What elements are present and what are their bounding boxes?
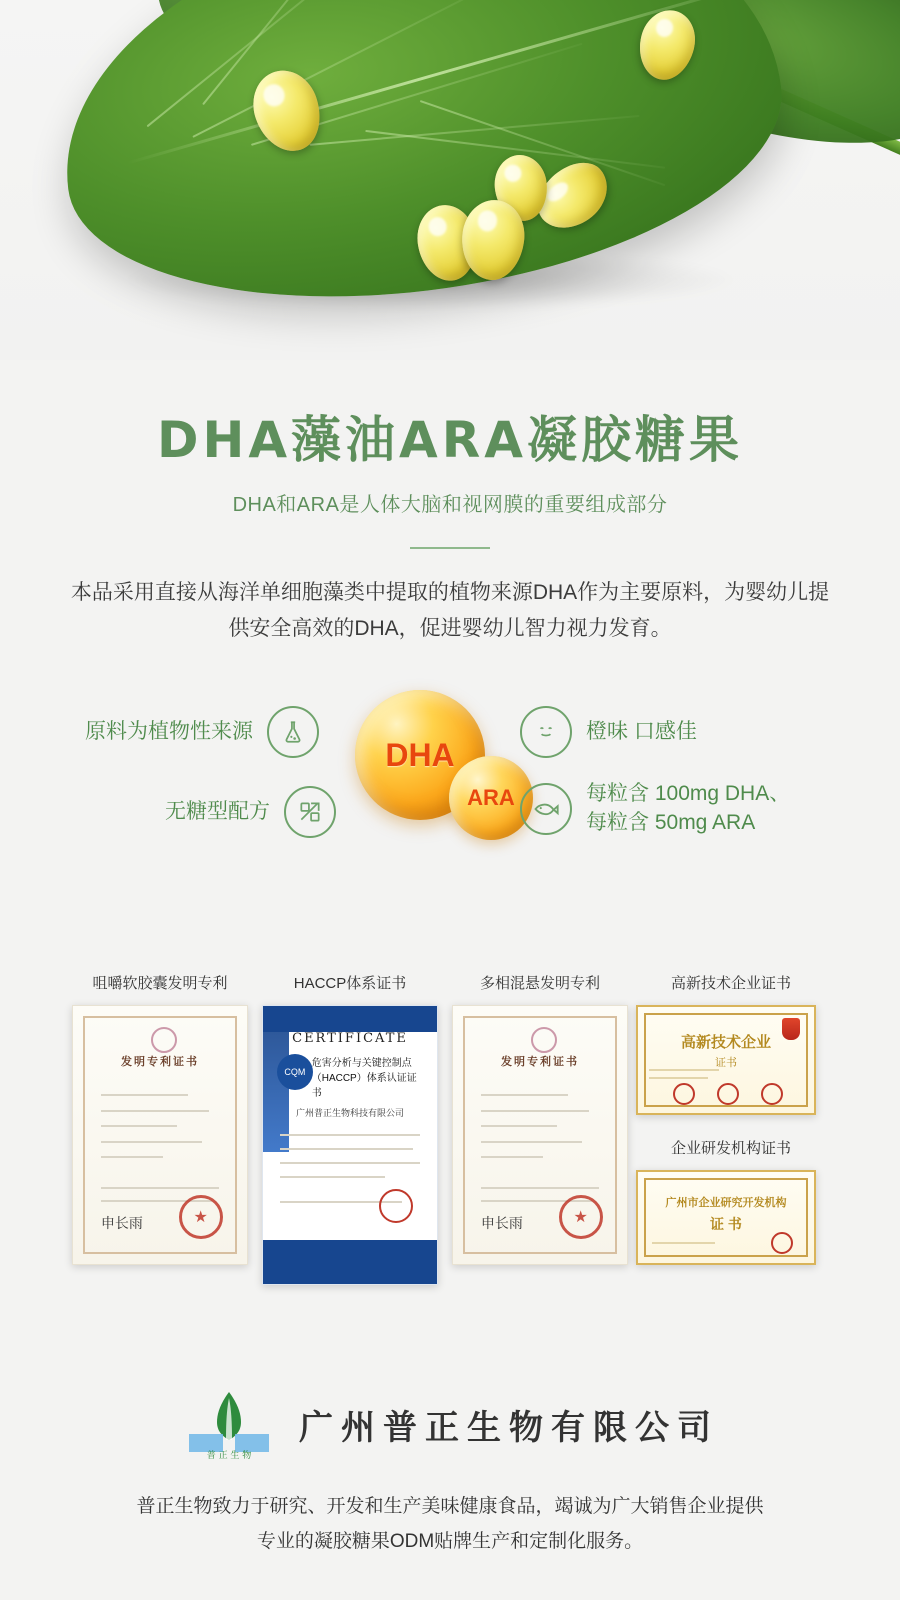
cqm-seal-icon: CQM xyxy=(277,1054,313,1090)
certificate-title: 发明专利证书 xyxy=(121,1055,199,1068)
brand-row xyxy=(0,1388,900,1460)
footer-description xyxy=(80,1490,820,1558)
certificate-image xyxy=(636,1170,816,1265)
oil-drop-graphic xyxy=(355,688,545,848)
feature-item-plant-source xyxy=(85,706,319,758)
certificate-signature: 申长雨 xyxy=(100,1216,143,1233)
certificate-subtitle: 证 书 xyxy=(710,1216,742,1233)
certificate-haccp xyxy=(262,972,438,1285)
feature-label: 无糖型配方 xyxy=(165,800,270,824)
feature-label-line2: 每粒含 50mg ARA xyxy=(586,810,756,834)
footer-description-line1: 普正生物致力于研究、开发和生产美味健康食品，竭诚为广大销售企业提供 xyxy=(136,1496,764,1518)
certificate-hightech xyxy=(636,972,826,1115)
company-name: 广州普正生物有限公司 xyxy=(299,1408,719,1447)
certificate-label: HACCP体系证书 xyxy=(293,975,407,993)
title-block xyxy=(0,400,900,549)
page-subtitle: DHA和ARA是人体大脑和视网膜的重要组成部分 xyxy=(232,494,668,516)
certificates-section xyxy=(0,972,900,1332)
certificate-image xyxy=(262,1005,438,1285)
certificate-title: 高新技术企业 xyxy=(680,1033,771,1051)
certificate-patent-multiphase xyxy=(452,972,628,1265)
certificate-title: CERTIFICATE xyxy=(292,1031,408,1047)
certificate-label: 高新技术企业证书 xyxy=(670,975,791,993)
hero-image xyxy=(0,0,900,360)
certificate-cn-title: 危害分析与关键控制点（HACCP）体系认证证书 xyxy=(311,1058,417,1100)
feature-label-line1: 每粒含 100mg DHA、 xyxy=(586,782,791,806)
certificate-image xyxy=(72,1005,248,1265)
feature-item-dosage xyxy=(520,780,790,837)
title-divider xyxy=(410,547,490,549)
fish-icon xyxy=(520,783,572,835)
company-logo-icon xyxy=(181,1388,277,1460)
feature-item-sugar-free xyxy=(165,786,336,838)
certificate-company: 广州普正生物科技有限公司 xyxy=(295,1108,404,1119)
certificate-label: 多相混悬发明专利 xyxy=(479,975,600,993)
flask-icon xyxy=(267,706,319,758)
no-sugar-icon xyxy=(284,786,336,838)
certificate-image xyxy=(636,1005,816,1115)
feature-label: 原料为植物性来源 xyxy=(85,720,253,744)
svg-text:普 正 生 物: 普 正 生 物 xyxy=(206,1451,252,1461)
certificate-image xyxy=(452,1005,628,1265)
page-title: DHA藻油ARA凝胶糖果 xyxy=(157,411,743,469)
smiley-icon xyxy=(520,706,572,758)
feature-item-orange-flavor xyxy=(520,706,697,758)
certificate-subtitle: 证书 xyxy=(715,1057,737,1069)
certificate-title: 广州市企业研究开发机构 xyxy=(665,1197,787,1210)
certificate-patent-chewable xyxy=(72,972,248,1265)
certificate-signature: 申长雨 xyxy=(480,1216,523,1233)
certificate-rd-institution xyxy=(636,1137,826,1265)
feature-label: 橙味 口感佳 xyxy=(586,720,697,744)
certificate-label: 企业研发机构证书 xyxy=(670,1140,791,1158)
feature-list xyxy=(0,688,900,918)
dha-label: DHA xyxy=(385,736,455,773)
footer-description-line2: 专业的凝胶糖果ODM贴牌生产和定制化服务。 xyxy=(256,1530,644,1552)
certificate-title: 发明专利证书 xyxy=(501,1055,579,1068)
certificate-label: 咀嚼软胶囊发明专利 xyxy=(92,975,228,993)
product-description: 本品采用直接从海洋单细胞藻类中提取的植物来源DHA作为主要原料，为婴幼儿提供安全高效的DHA，促进婴幼儿智力视力发育。 xyxy=(70,581,830,640)
footer-section xyxy=(0,1388,900,1558)
feature-label-multiline xyxy=(586,780,790,837)
ara-label: ARA xyxy=(467,785,515,811)
